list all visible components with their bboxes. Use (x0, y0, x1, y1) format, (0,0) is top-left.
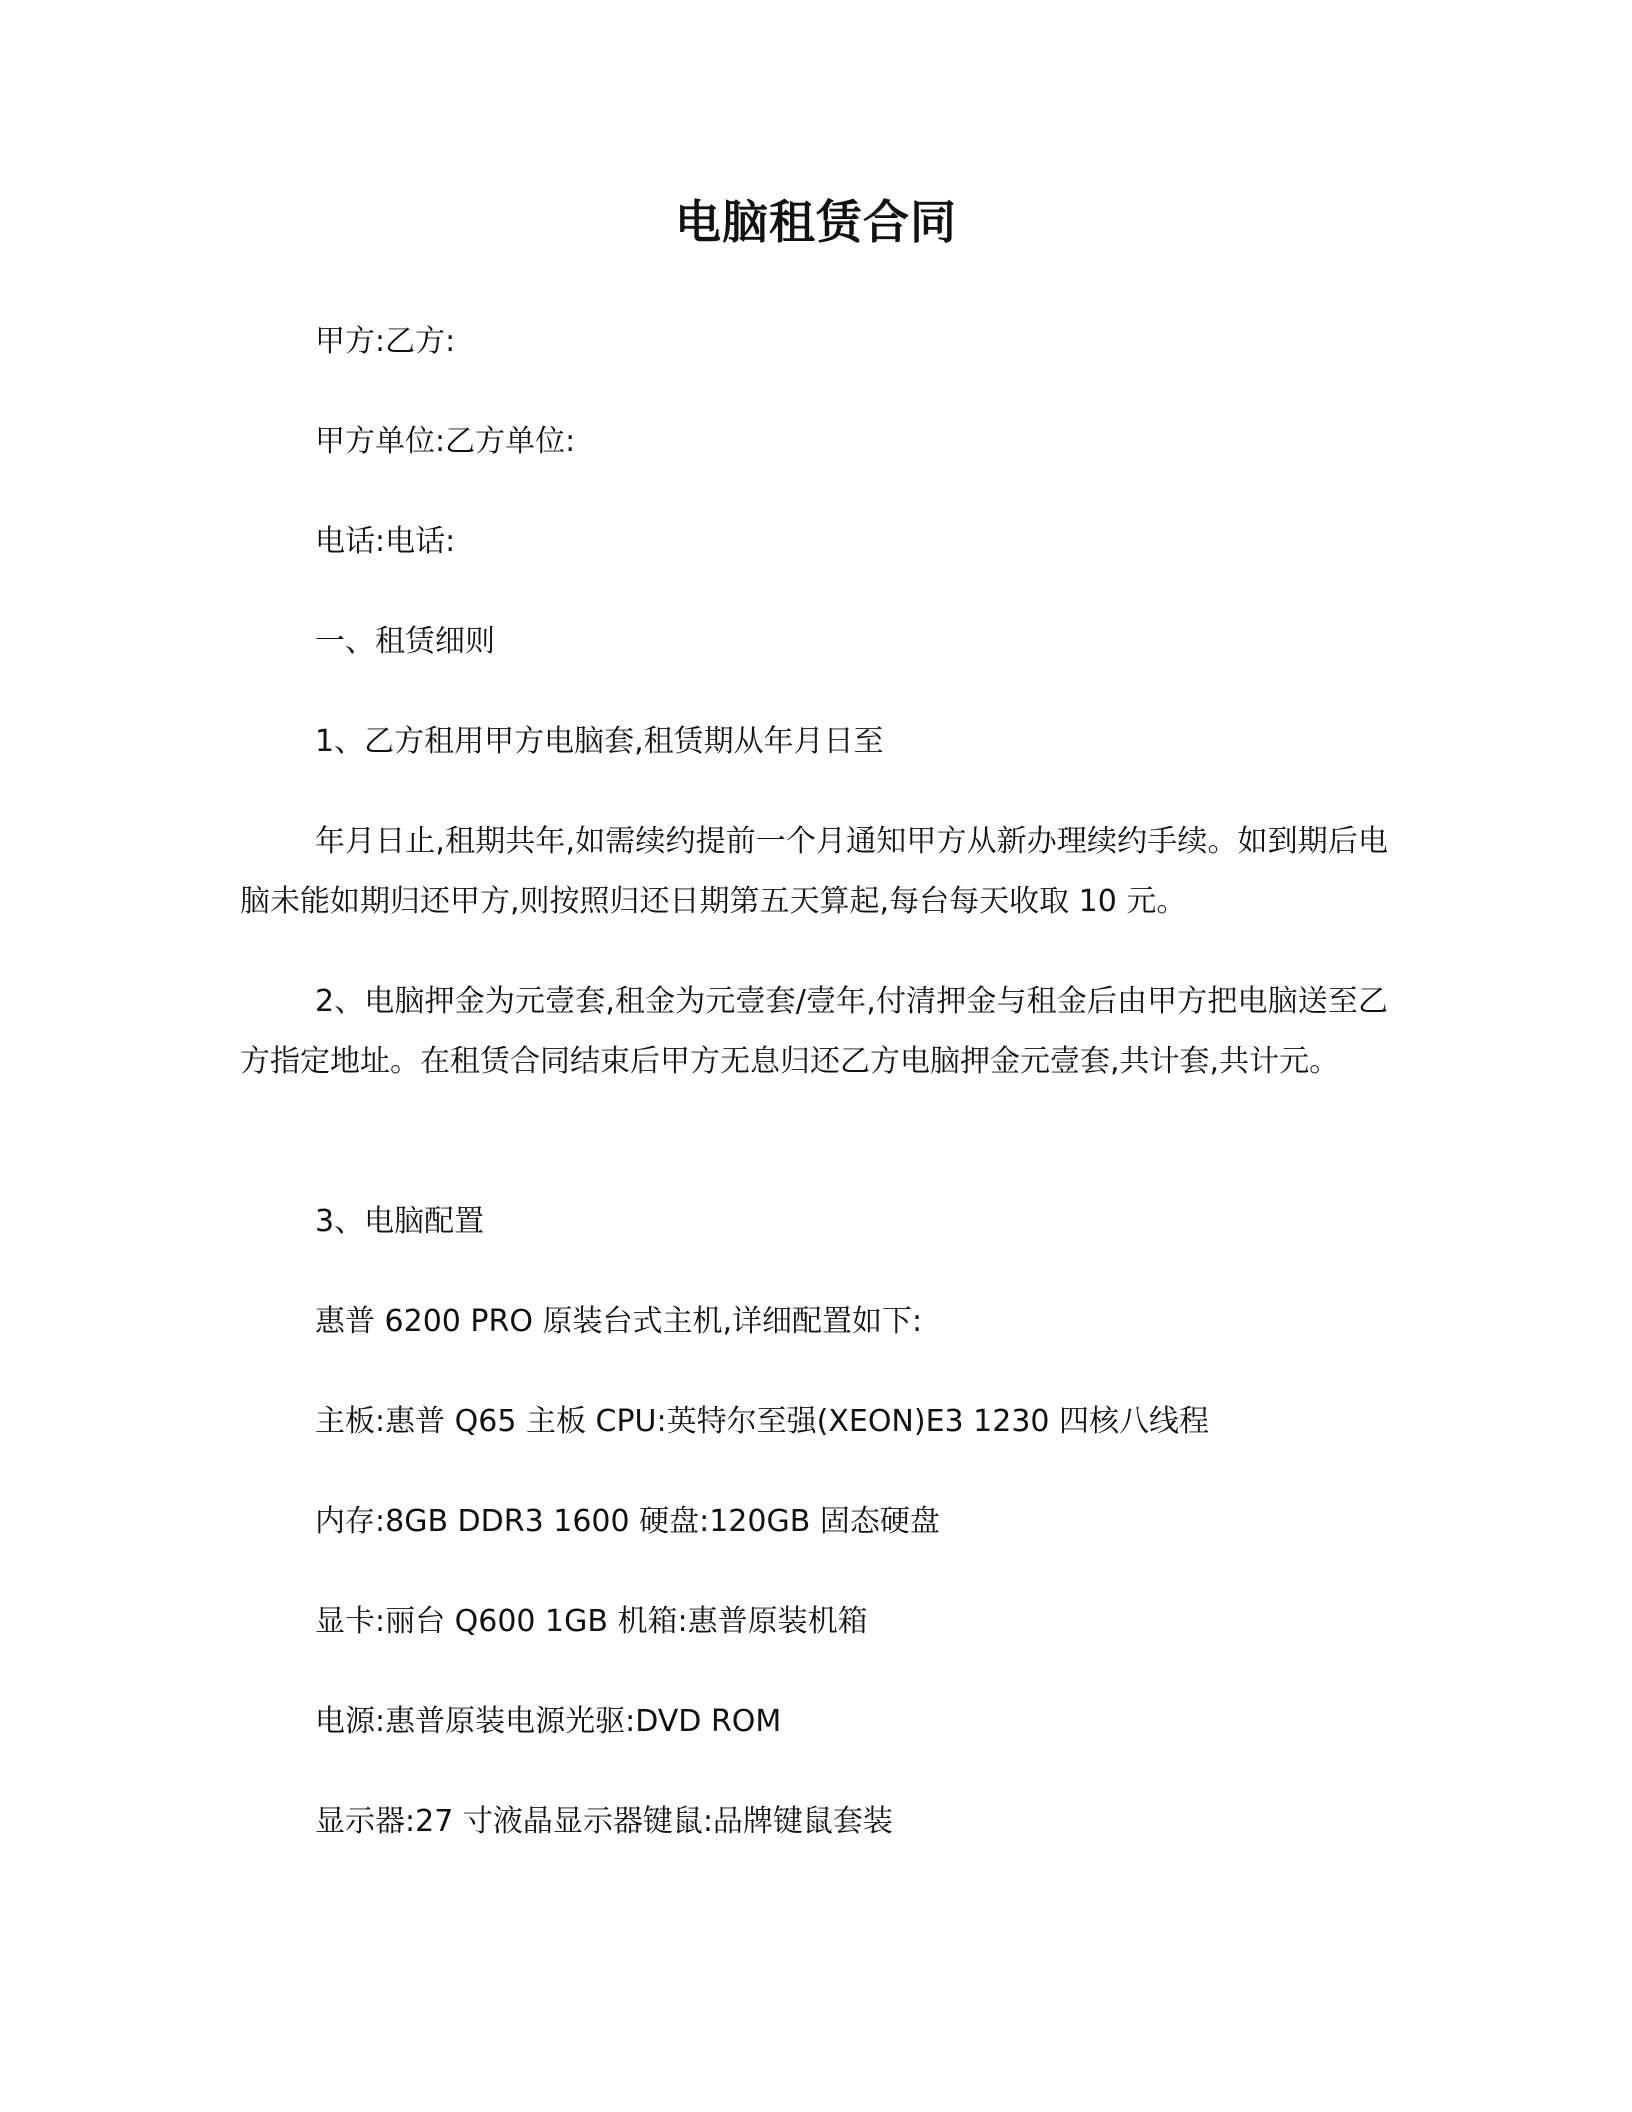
config-item-mainboard: 主板:惠普 Q65 主板 CPU:英特尔至强(XEON)E3 1230 四核八线程 (315, 1404, 1210, 1439)
clause2-body: 2、电脑押金为元壹套,租金为元壹套/壹年,付清押金与租金后由甲方把电脑送至乙方指定地址。在租赁合同结束后甲方无息归还乙方电脑押金元壹套,共计套,共计元。 (240, 984, 1388, 1079)
config-item-graphics: 显卡:丽台 Q600 1GB 机箱:惠普原装机箱 (315, 1604, 868, 1639)
unit-line: 甲方单位:乙方单位: (315, 424, 576, 459)
config-item-power: 电源:惠普原装电源光驱:DVD ROM (315, 1704, 782, 1739)
party-line: 甲方:乙方: (315, 324, 456, 359)
clause1-heading: 1、乙方租用甲方电脑套,租赁期从年月日至 (315, 724, 884, 759)
clause1-body: 年月日止,租期共年,如需续约提前一个月通知甲方从新办理续约手续。如到期后电脑未能如期归还甲方,则按照归还日期第五天算起,每台每天收取 10 元。 (240, 824, 1388, 919)
config-item-memory: 内存:8GB DDR3 1600 硬盘:120GB 固态硬盘 (315, 1504, 940, 1539)
config-item-monitor: 显示器:27 寸液晶显示器键鼠:品牌键鼠套装 (315, 1804, 893, 1839)
phone-line: 电话:电话: (315, 524, 456, 559)
section-heading: 一、租赁细则 (315, 624, 495, 659)
clause3-heading: 3、电脑配置 (315, 1204, 485, 1239)
document-title: 电脑租赁合同 (675, 195, 957, 249)
config-intro: 惠普 6200 PRO 原装台式主机,详细配置如下: (315, 1304, 923, 1339)
